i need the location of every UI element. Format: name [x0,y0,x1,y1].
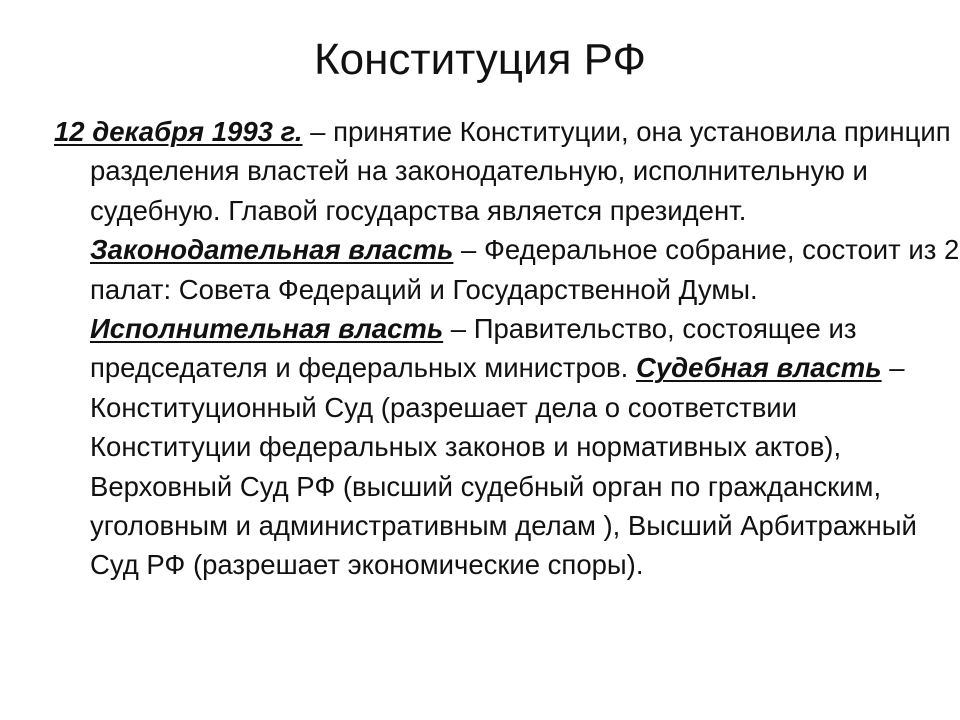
executive-term: Исполнительная власть [90,313,444,345]
slide-body-text [54,112,960,585]
slide-title: Конституция РФ [314,35,646,84]
legislative-term: Законодательная власть [90,234,454,266]
judicial-term: Судебная власть [635,352,882,384]
judicial-text: – Конституционный Суд (разрешает дела о соответствии Конституции федеральных законов и нормативных актов), Верховный Суд РФ (высший судебный орган по гражданским, уголовным и административным делам ), Высший Арбитражный Суд РФ (разрешает экономические споры). [90,352,917,581]
executive-text: – Правительство, состоящее из председателя и федеральных министров. [90,313,857,384]
legislative-text: – Федеральное собрание, состоит из 2 палат: Совета Федераций и Государственной Думы. [90,234,960,305]
intro-text: – принятие Конституции, она установила принцип разделения властей на законодательную, исполнительную и судебную. Главой государства является президент. [90,116,951,226]
date-term: 12 декабря 1993 г. [54,116,303,147]
